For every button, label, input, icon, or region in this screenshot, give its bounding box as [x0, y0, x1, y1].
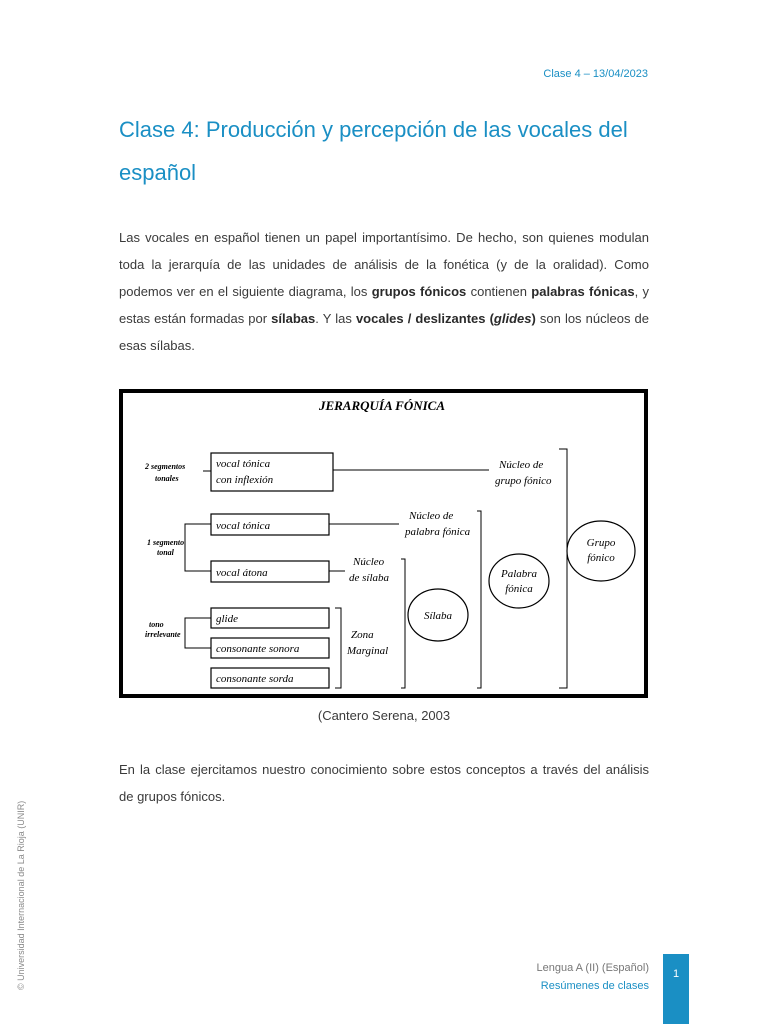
label-nucleo: Núcleo [353, 556, 385, 568]
label-irrelevante: irrelevante [145, 630, 181, 639]
diagram-title: JERARQUÍA FÓNICA [318, 398, 446, 413]
intro-bold-1: grupos fónicos [371, 284, 467, 299]
label-nucleo-de-2: Núcleo de [409, 510, 454, 522]
label-1-segmento: 1 segmento [147, 538, 185, 547]
label-grupo: Grupo [586, 537, 616, 549]
box-label-consonante-sonora: consonante sonora [216, 643, 300, 655]
side-copyright: © Universidad Internacional de La Rioja (UNIR) [16, 800, 26, 990]
intro-bold-4 [356, 311, 536, 326]
figure-caption: (Cantero Serena, 2003 [317, 708, 451, 723]
label-fonico: fónico [587, 552, 615, 564]
intro-bold-glides: glides [493, 311, 532, 326]
intro-bold-3: sílabas [271, 311, 316, 326]
label-de-silaba: de sílaba [349, 572, 390, 584]
label-palabra-fonica: palabra fónica [405, 526, 471, 538]
diagram-canvas [123, 393, 644, 694]
intro-text-5: son los núcleos de esas sílabas. [119, 311, 649, 353]
bracket-silaba [401, 559, 405, 688]
intro-bold-4b: ) [531, 311, 536, 326]
header-date: Clase 4 – 13/04/2023 [543, 68, 648, 80]
bracket-grupo [559, 449, 567, 688]
label-grupo-fonico: grupo fónico [495, 475, 552, 487]
label-tonales: tonales [155, 474, 179, 483]
intro-bold-4a: vocales / deslizantes ( [355, 311, 494, 326]
label-tonal: tonal [157, 548, 174, 557]
bracket-palabra [477, 511, 481, 688]
connector-1-segmento [185, 524, 211, 571]
footer-subtitle: Resúmenes de clases [540, 980, 649, 992]
box-label-con-inflexion: con inflexión [216, 474, 274, 486]
page-title: Clase 4: Producción y percepción de las vocales del español [119, 117, 628, 185]
page-number-tab [663, 954, 689, 1024]
label-2-segmentos: 2 segmentos [145, 462, 186, 471]
label-palabra: Palabra [500, 568, 538, 580]
intro-text-4: . Y las [315, 311, 356, 326]
intro-bold-2: palabras fónicas [531, 284, 635, 299]
label-fonica: fónica [505, 583, 533, 595]
circle-palabra [489, 554, 549, 608]
box-label-vocal-atona: vocal átona [216, 567, 268, 579]
footer-course: Lengua A (II) (Español) [536, 962, 649, 974]
intro-paragraph [119, 224, 649, 359]
label-nucleo-de-1: Núcleo de [499, 459, 544, 471]
box-label-vocal-tonica-2: vocal tónica [216, 520, 271, 532]
page-number: 1 [672, 968, 680, 980]
circle-grupo [567, 521, 635, 581]
phonic-hierarchy-diagram [119, 389, 648, 698]
box-label-vocal-tonica-1: vocal tónica [216, 458, 271, 470]
connector-tono-irrelevante [185, 618, 211, 648]
closing-paragraph: En la clase ejercitamos nuestro conocimiento sobre estos conceptos a través del análisis de grupos fónicos. [119, 762, 649, 804]
box-label-glide: glide [216, 613, 238, 625]
intro-text-2: contienen [466, 284, 532, 299]
label-silaba: Sílaba [423, 610, 453, 622]
intro-text-1: Las vocales en español tienen un papel importantísimo. De hecho, son quienes modulan toda la jerarquía de las unidades de análisis de la fonética (y de la oralidad). Como podemos ver en el siguiente diagrama, los [119, 230, 649, 299]
label-tono: tono [149, 620, 164, 629]
intro-text-3: , y estas están formadas por [119, 284, 649, 326]
diagram-svg [123, 393, 644, 694]
label-zona: Zona [351, 629, 374, 641]
bracket-zona-marginal [335, 608, 341, 688]
label-marginal: Marginal [347, 645, 389, 657]
box-label-consonante-sorda: consonante sorda [216, 673, 294, 685]
